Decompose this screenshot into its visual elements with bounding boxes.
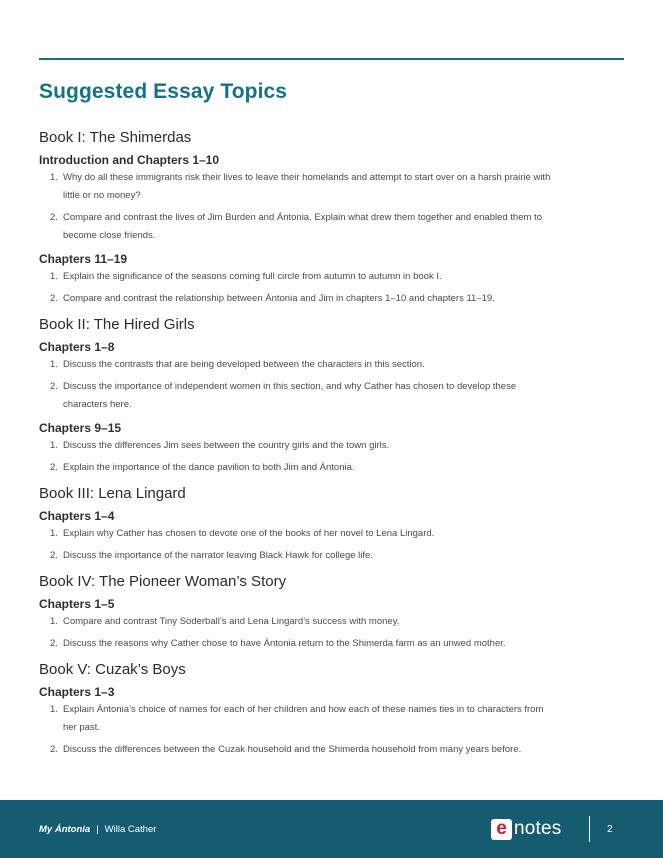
book-section <box>39 572 624 653</box>
topic-item <box>39 209 624 245</box>
topic-number: 2. <box>50 293 58 304</box>
enotes-logo-text: notes <box>514 818 562 839</box>
topic-item <box>39 613 624 631</box>
topic-number: 1. <box>50 616 58 627</box>
book-title: Book I: The Shimerdas <box>39 129 192 146</box>
topic-text: characters here. <box>63 399 132 410</box>
topic-list <box>39 525 624 565</box>
book-section <box>39 315 624 477</box>
top-rule <box>39 58 624 60</box>
chapter-title: Chapters 1–5 <box>39 597 115 611</box>
topic-item <box>39 635 624 653</box>
footer-separator: | <box>96 824 99 835</box>
topic-item <box>39 741 624 759</box>
topic-text: Discuss the importance of independent women in this section, and why Cather has chosen to develop these <box>63 381 517 392</box>
essay-topics-content <box>39 128 624 759</box>
book-section <box>39 128 624 308</box>
topic-number: 1. <box>50 359 58 370</box>
topic-list <box>39 268 624 308</box>
topic-text: Explain Ántonia’s choice of names for each of her children and how each of these names ties in to characters from <box>63 704 544 715</box>
chapter-title: Chapters 1–4 <box>39 509 115 523</box>
book-section <box>39 660 624 759</box>
topic-item <box>39 356 624 374</box>
footer-divider <box>589 816 590 842</box>
topic-item <box>39 268 624 286</box>
book-title: Book V: Cuzak’s Boys <box>39 661 186 678</box>
topic-number: 1. <box>50 172 58 183</box>
topic-text: Compare and contrast Tiny Soderball’s and Lena Lingard’s success with money. <box>63 616 400 627</box>
topic-number: 1. <box>50 528 58 539</box>
topic-text: Explain why Cather has chosen to devote one of the books of her novel to Lena Lingard. <box>63 528 435 539</box>
topic-text: Compare and contrast the relationship between Ántonia and Jim in chapters 1–10 and chapters 11–19. <box>63 293 495 304</box>
chapter-title: Chapters 1–8 <box>39 340 115 354</box>
book-title: Book II: The Hired Girls <box>39 316 195 333</box>
topic-item <box>39 701 624 737</box>
chapter-title: Chapters 11–19 <box>39 252 128 266</box>
topic-text: Explain the significance of the seasons coming full circle from autumn to autumn in book I. <box>63 271 442 282</box>
topic-item <box>39 290 624 308</box>
topic-list <box>39 701 624 759</box>
topic-text: Discuss the importance of the narrator leaving Black Hawk for college life. <box>63 550 373 561</box>
topic-text: Compare and contrast the lives of Jim Burden and Ántonia. Explain what drew them together and enabled them to <box>63 212 542 223</box>
footer-book-title: My Ántonia <box>39 824 91 835</box>
topic-text: Discuss the differences Jim sees between the country girls and the town girls. <box>63 440 390 451</box>
topic-text: become close friends. <box>63 230 156 241</box>
topic-item <box>39 169 624 205</box>
topic-number: 2. <box>50 550 58 561</box>
topic-number: 2. <box>50 462 58 473</box>
topic-text: her past. <box>63 722 100 733</box>
topic-item <box>39 378 624 414</box>
topic-number: 1. <box>50 704 58 715</box>
topic-list <box>39 437 624 477</box>
topic-item <box>39 437 624 455</box>
topic-list <box>39 169 624 245</box>
topic-item <box>39 459 624 477</box>
chapter-title: Chapters 1–3 <box>39 685 115 699</box>
topic-number: 1. <box>50 440 58 451</box>
footer <box>0 800 663 858</box>
footer-author: Willa Cather <box>104 824 157 835</box>
topic-item <box>39 547 624 565</box>
footer-book-info <box>39 824 156 835</box>
topic-text: Discuss the contrasts that are being developed between the characters in this section. <box>63 359 425 370</box>
topic-text: Discuss the reasons why Cather chose to have Ántonia return to the Shimerda farm as an unwed mother. <box>63 638 506 649</box>
topic-number: 2. <box>50 381 58 392</box>
book-title: Book III: Lena Lingard <box>39 485 186 502</box>
page-title: Suggested Essay Topics <box>39 80 288 103</box>
enotes-logo[interactable] <box>491 818 561 840</box>
topic-number: 2. <box>50 212 58 223</box>
chapter-title: Introduction and Chapters 1–10 <box>39 153 220 167</box>
topic-number: 1. <box>50 271 58 282</box>
topic-number: 2. <box>50 638 58 649</box>
topic-text: little or no money? <box>63 190 141 201</box>
topic-item <box>39 525 624 543</box>
chapter-title: Chapters 9–15 <box>39 421 122 435</box>
topic-text: Discuss the differences between the Cuzak household and the Shimerda household from many years before. <box>63 744 522 755</box>
topic-list <box>39 613 624 653</box>
enotes-e-icon: e <box>491 819 512 840</box>
book-section <box>39 484 624 565</box>
topic-text: Why do all these immigrants risk their lives to leave their homelands and attempt to start over on a harsh prairie with <box>63 172 551 183</box>
topic-list <box>39 356 624 414</box>
page-number: 2 <box>607 824 613 835</box>
book-title: Book IV: The Pioneer Woman’s Story <box>39 573 287 590</box>
topic-text: Explain the importance of the dance pavilion to both Jim and Ántonia. <box>63 462 355 473</box>
topic-number: 2. <box>50 744 58 755</box>
